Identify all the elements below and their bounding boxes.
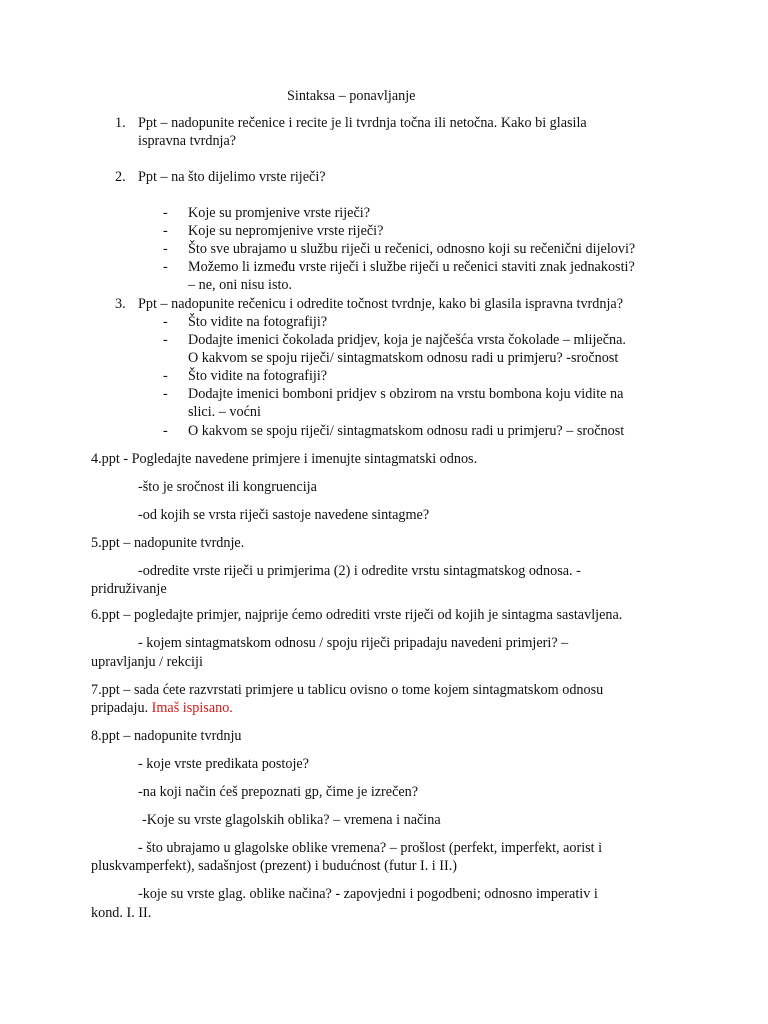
sub-item: Možemo li između vrste riječi i službe riječi u rečenici staviti znak jednakosti?	[188, 259, 635, 275]
bullet-dash: -	[163, 386, 168, 402]
sub-item: Što sve ubrajamo u službu riječi u rečenici, odnosno koji su rečenični dijelovi?	[188, 241, 636, 257]
paragraph-4-line: -od kojih se vrsta riječi sastoje navedene sintagme?	[138, 507, 430, 523]
bullet-dash: -	[163, 332, 168, 348]
sub-item: O kakvom se spoju riječi/ sintagmatskom odnosu radi u primjeru? – sročnost	[188, 423, 625, 439]
item-number-2: 2.	[115, 169, 126, 185]
sub-item: Što vidite na fotografiji?	[188, 368, 328, 384]
sub-item: Dodajte imenici bomboni pridjev s obzirom na vrstu bombona koju vidite na	[188, 386, 624, 402]
item-number-3: 3.	[115, 296, 126, 312]
paragraph-7-text: pripadaju.	[91, 700, 149, 716]
sub-item: Koje su promjenive vrste riječi?	[188, 205, 371, 221]
sub-item-cont: – ne, oni nisu isto.	[188, 277, 293, 293]
bullet-dash: -	[163, 223, 168, 239]
paragraph-7: 7.ppt – sada ćete razvrstati primjere u tablicu ovisno o tome kojem sintagmatskom odnosu	[91, 682, 604, 698]
paragraph-8-line-cont: kond. I. II.	[91, 905, 152, 921]
paragraph-7-cont	[91, 699, 233, 717]
sub-item-cont: O kakvom se spoju riječi/ sintagmatskom odnosu radi u primjeru? -sročnost	[188, 350, 619, 366]
paragraph-8-line-cont: pluskvamperfekt), sadašnjost (prezent) i budućnost (futur I. i II.)	[91, 858, 458, 874]
highlight-note: Imaš ispisano.	[151, 700, 233, 716]
paragraph-4: 4.ppt - Pogledajte navedene primjere i imenujte sintagmatski odnos.	[91, 451, 478, 467]
paragraph-8-line: -Koje su vrste glagolskih oblika? – vremena i načina	[142, 812, 441, 828]
item-number-1: 1.	[115, 115, 126, 131]
sub-item: Koje su nepromjenive vrste riječi?	[188, 223, 384, 239]
paragraph-5-line-cont: pridruživanje	[91, 581, 167, 597]
paragraph-8: 8.ppt – nadopunite tvrdnju	[91, 728, 242, 744]
paragraph-6: 6.ppt – pogledajte primjer, najprije ćemo odrediti vrste riječi od kojih je sintagma sastavljena.	[91, 607, 623, 623]
item-1-text-cont: ispravna tvrdnja?	[138, 133, 237, 149]
bullet-dash: -	[163, 259, 168, 275]
paragraph-8-line: -na koji način ćeš prepoznati gp, čime je izrečen?	[138, 784, 419, 800]
page-title: Sintaksa – ponavljanje	[287, 88, 416, 104]
bullet-dash: -	[163, 368, 168, 384]
sub-item-cont: slici. – voćni	[188, 404, 261, 420]
bullet-dash: -	[163, 423, 168, 439]
paragraph-5-line: -odredite vrste riječi u primjerima (2) i odredite vrstu sintagmatskog odnosa. -	[138, 563, 581, 579]
paragraph-8-line: - koje vrste predikata postoje?	[138, 756, 309, 772]
bullet-dash: -	[163, 241, 168, 257]
paragraph-6-line: - kojem sintagmatskom odnosu / spoju riječi pripadaju navedeni primjeri? –	[138, 635, 569, 651]
paragraph-8-line: - što ubrajamo u glagolske oblike vremena? – prošlost (perfekt, imperfekt, aorist i	[138, 840, 603, 856]
paragraph-8-line: -koje su vrste glag. oblike načina? - zapovjedni i pogodbeni; odnosno imperativ i	[138, 886, 598, 902]
bullet-dash: -	[163, 314, 168, 330]
paragraph-6-line-cont: upravljanju / rekciji	[91, 654, 203, 670]
item-1-text: Ppt – nadopunite rečenice i recite je li tvrdnja točna ili netočna. Kako bi glasila	[138, 115, 587, 131]
sub-item: Što vidite na fotografiji?	[188, 314, 328, 330]
paragraph-4-line: -što je sročnost ili kongruencija	[138, 479, 317, 495]
bullet-dash: -	[163, 205, 168, 221]
item-3-text: Ppt – nadopunite rečenicu i odredite točnost tvrdnje, kako bi glasila ispravna tvrdnja?	[138, 296, 624, 312]
paragraph-5: 5.ppt – nadopunite tvrdnje.	[91, 535, 245, 551]
sub-item: Dodajte imenici čokolada pridjev, koja je najčešća vrsta čokolade – mliječna.	[188, 332, 626, 348]
item-2-text: Ppt – na što dijelimo vrste riječi?	[138, 169, 326, 185]
